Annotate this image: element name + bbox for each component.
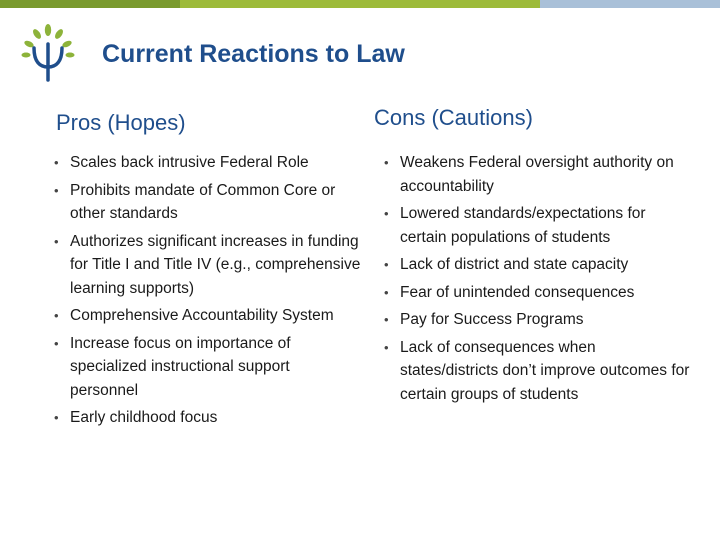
top-accent-bar [0, 0, 720, 8]
pros-list-item: • Scales back intrusive Federal Role [52, 151, 362, 175]
pros-list-item: • Early childhood focus [52, 406, 362, 430]
cons-list [382, 151, 692, 410]
cons-list-item: • Fear of unintended consequences [382, 281, 692, 305]
cons-list-item: • Lowered standards/expectations for certain populations of students [382, 202, 692, 249]
psi-leaf-logo-icon [16, 22, 80, 86]
slide-title: Current Reactions to Law [102, 40, 405, 68]
accent-bar-segment-green [180, 0, 540, 8]
cons-list-item: • Pay for Success Programs [382, 308, 692, 332]
pros-list-item: • Prohibits mandate of Common Core or other standards [52, 179, 362, 226]
pros-list-item: • Authorizes significant increases in funding for Title I and Title IV (e.g., comprehensive learning supports) [52, 230, 362, 301]
cons-list-item: • Weakens Federal oversight authority on accountability [382, 151, 692, 198]
cons-heading: Cons (Cautions) [374, 105, 533, 130]
pros-list-item: • Comprehensive Accountability System [52, 304, 362, 328]
pros-heading: Pros (Hopes) [56, 110, 186, 135]
pros-list [52, 151, 362, 434]
cons-list-item: • Lack of district and state capacity [382, 253, 692, 277]
accent-bar-segment-blue [540, 0, 720, 8]
accent-bar-segment-dark-green [0, 0, 180, 8]
pros-list-item: • Increase focus on importance of specialized instructional support personnel [52, 332, 362, 403]
cons-list-item: • Lack of consequences when states/districts don’t improve outcomes for certain groups of students [382, 336, 692, 407]
